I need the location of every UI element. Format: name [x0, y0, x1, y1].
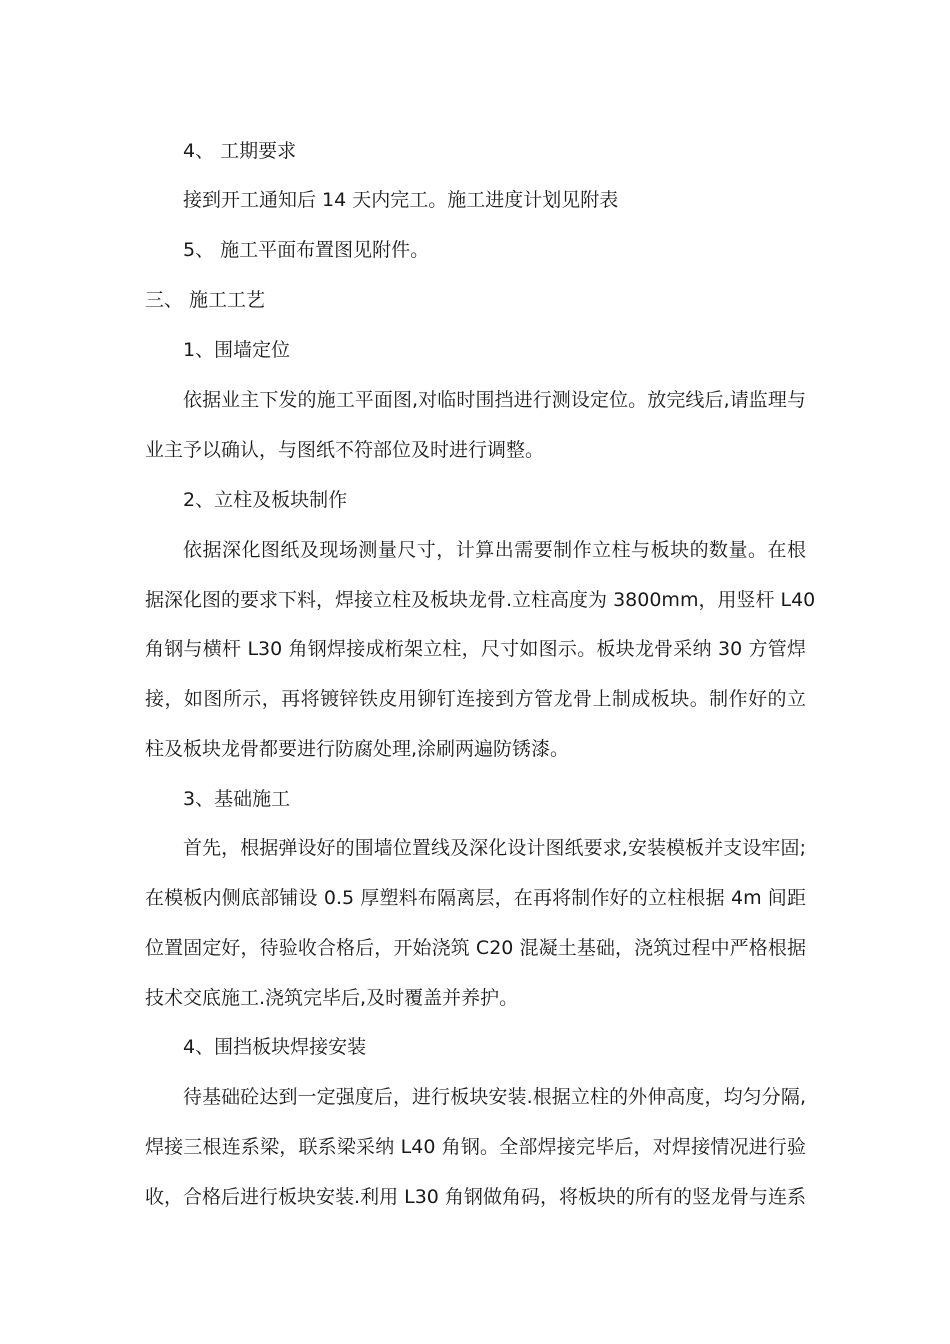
subsection-heading: 1、围墙定位: [183, 339, 291, 361]
subsection-heading: 3、基础施工: [183, 788, 291, 810]
paragraph-line: 焊接三根连系梁，联系梁采纳 L40 角钢。全部焊接完毕后，对焊接情况进行验: [145, 1136, 806, 1158]
paragraph-line: 角钢与横杆 L30 角钢焊接成桁架立柱，尺寸如图示。板块龙骨采纳 30 方管焊: [145, 638, 806, 660]
paragraph-line: 柱及板块龙骨都要进行防腐处理,涂刷两遍防锈漆。: [145, 738, 570, 760]
section-heading-schedule: 4、 工期要求: [183, 140, 297, 162]
paragraph-line: 技术交底施工.浇筑完毕后,及时覆盖并养护。: [145, 987, 519, 1009]
subsection-heading: 4、围挡板块焊接安装: [183, 1036, 367, 1058]
chapter-heading-process: 三、 施工工艺: [145, 289, 266, 311]
paragraph-line: 据深化图的要求下料，焊接立柱及板块龙骨.立柱高度为 3800mm，用竖杆 L40: [145, 589, 816, 611]
paragraph-line: 接到开工通知后 14 天内完工。施工进度计划见附表: [183, 189, 619, 211]
paragraph-line: 接，如图所示，再将镀锌铁皮用铆钉连接到方管龙骨上制成板块。制作好的立: [145, 688, 806, 710]
paragraph-line: 业主予以确认，与图纸不符部位及时进行调整。: [145, 439, 545, 461]
paragraph-line: 在模板内侧底部铺设 0.5 厚塑料布隔离层，在再将制作好的立柱根据 4m 间距: [145, 887, 806, 909]
paragraph-line: 收，合格后进行板块安装.利用 L30 角钢做角码，将板块的所有的竖龙骨与连系: [145, 1186, 806, 1208]
paragraph-line: 依据深化图纸及现场测量尺寸，计算出需要制作立柱与板块的数量。在根: [183, 539, 806, 561]
paragraph-line: 首先，根据弹设好的围墙位置线及深化设计图纸要求,安装模板并支设牢固;: [183, 837, 806, 859]
paragraph-line: 待基础砼达到一定强度后，进行板块安装.根据立柱的外伸高度，均匀分隔,: [183, 1086, 806, 1108]
section-heading-layout: 5、 施工平面布置图见附件。: [183, 239, 430, 261]
paragraph-line: 依据业主下发的施工平面图,对临时围挡进行测设定位。放完线后,请监理与: [183, 389, 806, 411]
paragraph-line: 位置固定好，待验收合格后，开始浇筑 C20 混凝土基础，浇筑过程中严格根据: [145, 937, 806, 959]
subsection-heading: 2、立柱及板块制作: [183, 489, 348, 511]
